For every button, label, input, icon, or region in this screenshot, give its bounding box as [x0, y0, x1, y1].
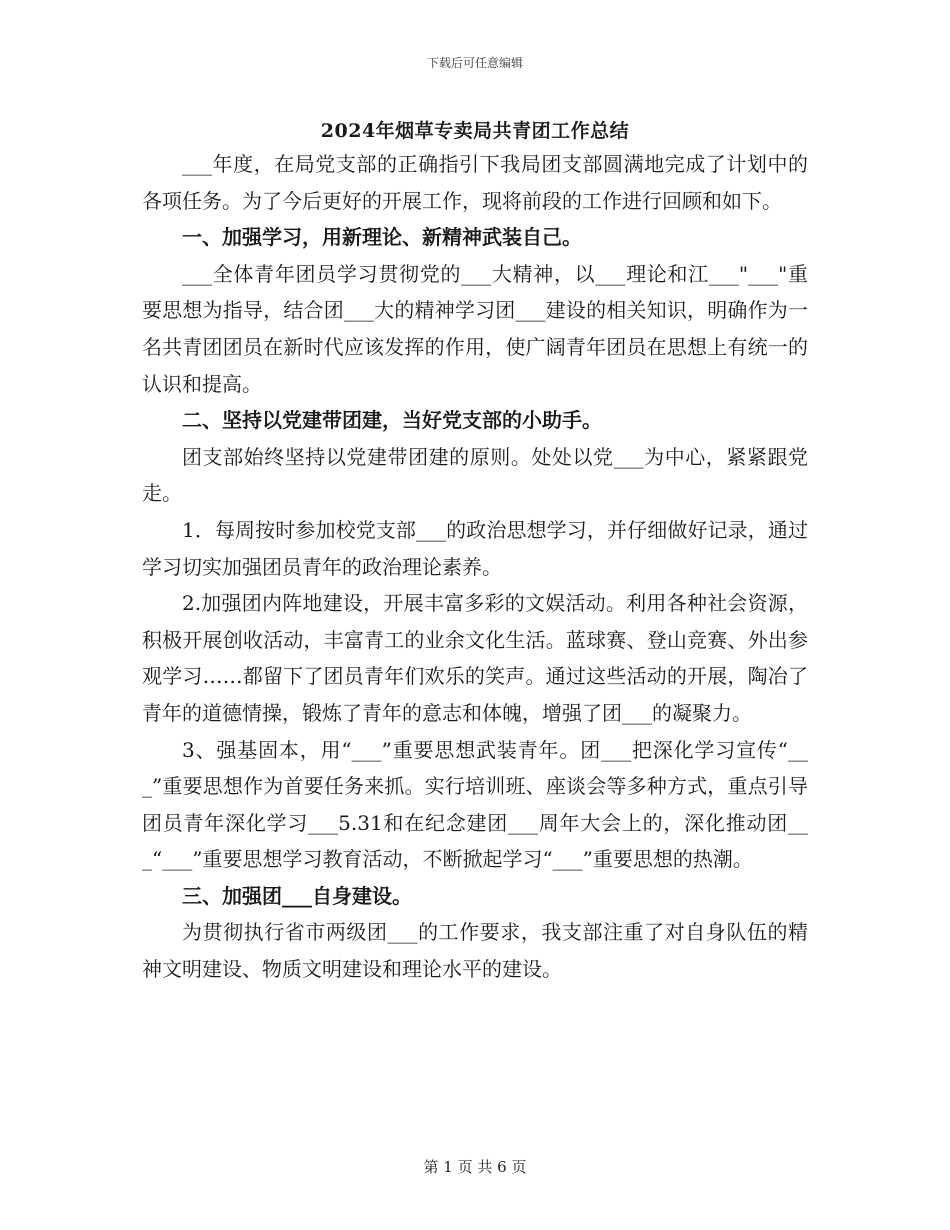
section-1-paragraph: ___全体青年团员学习贯彻党的___大精神，以___理论和江___"___"重要思想为指导，结合团___大的精神学习团___建设的相关知识，明确作为一名共青团团员在新时代应该发挥的作用，使广阔青年团员在思想上有统一的认识和提高。 — [142, 261, 808, 396]
document-title: 2024年烟草专卖局共青团工作总结 — [320, 120, 630, 142]
page-number-footer: 第 1 页 共 6 页 — [423, 1158, 527, 1176]
section-2-paragraph: 团支部始终坚持以党建带团建的原则。处处以党___为中心，紧紧跟党走。 — [142, 444, 808, 506]
document-body — [142, 146, 808, 988]
section-heading-1: 一、加强学习，用新理论、新精神武装自己。 — [182, 225, 582, 250]
section-2-item-2: 2.加强团内阵地建设，开展丰富多彩的文娱活动。利用各种社会资源，积极开展创收活动，丰富青工的业余文化生活。蓝球赛、登山竞赛、外出参观学习……都留下了团员青年们欢乐的笑声。通过这些活动的开展，陶冶了青年的道德情操，锻炼了青年的意志和体魄，增强了团___的凝聚力。 — [142, 591, 808, 725]
section-2-item-3: 3、强基固本，用“___”重要思想武装青年。团___把深化学习宣传“___”重要思想作为首要任务来抓。实行培训班、座谈会等多种方式，重点引导团员青年深化学习___5.31和在纪念建团___周年大会上的，深化推动团___“___”重要思想学习教育活动，不断掀起学习“___”重要思想的热潮。 — [142, 737, 808, 872]
section-heading-2: 二、坚持以党建带团建，当好党支部的小助手。 — [182, 408, 602, 433]
section-2-item-1: 1．每周按时参加校党支部___的政治思想学习，并仔细做好记录，通过学习切实加强团员青年的政治理论素养。 — [142, 517, 808, 579]
page-header-note: 下载后可任意编辑 — [426, 56, 523, 70]
section-3-paragraph: 为贯彻执行省市两级团___的工作要求，我支部注重了对自身队伍的精神文明建设、物质文明建设和理论水平的建设。 — [142, 920, 808, 982]
section-heading-3: 三、加强团___自身建设。 — [182, 883, 412, 908]
intro-paragraph: ___年度，在局党支部的正确指引下我局团支部圆满地完成了计划中的各项任务。为了今后更好的开展工作，现将前段的工作进行回顾和如下。 — [142, 152, 808, 213]
